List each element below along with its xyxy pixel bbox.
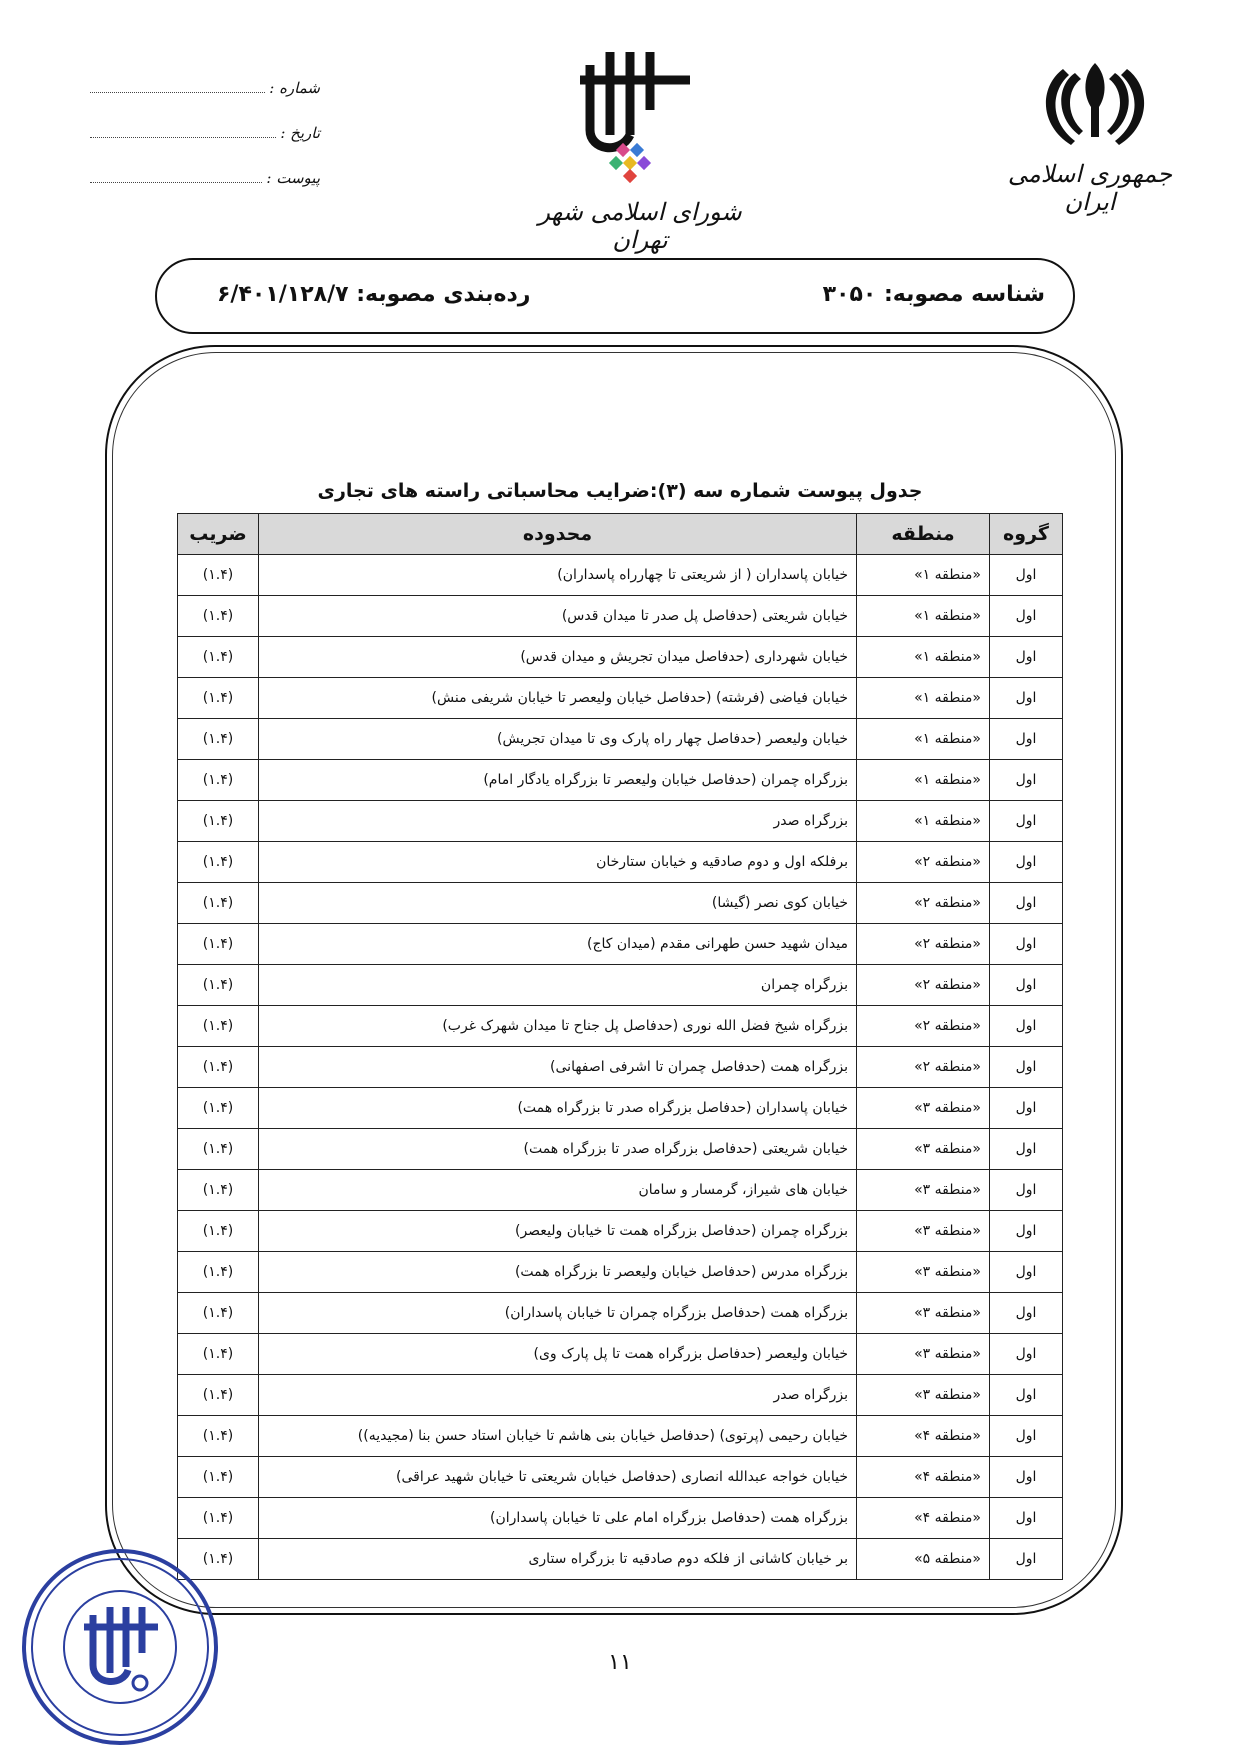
cell-coefficient: (۱.۴) [178,760,259,801]
table-row [178,719,1063,760]
cell-group: اول [990,1047,1063,1088]
cell-coefficient: (۱.۴) [178,965,259,1006]
coefficients-table [177,513,1063,1580]
council-name: شورای اسلامی شهر تهران [538,198,742,254]
cell-group: اول [990,1252,1063,1293]
cell-coefficient: (۱.۴) [178,596,259,637]
cell-group: اول [990,637,1063,678]
cell-group: اول [990,1375,1063,1416]
cell-area: بزرگراه چمران [259,965,857,1006]
council-seal-icon [18,1545,223,1750]
cell-area: بزرگراه مدرس (حدفاصل خیابان ولیعصر تا بزرگراه همت) [259,1252,857,1293]
cell-region: «منطقه ۳» [857,1375,990,1416]
cell-area: خیابان شریعتی (حدفاصل پل صدر تا میدان قدس) [259,596,857,637]
resolution-info-bar [155,258,1075,334]
cell-region: «منطقه ۳» [857,1170,990,1211]
cell-coefficient: (۱.۴) [178,1211,259,1252]
cell-region: «منطقه ۴» [857,1498,990,1539]
cell-coefficient: (۱.۴) [178,1170,259,1211]
cell-region: «منطقه ۲» [857,1006,990,1047]
attachment-label: پیوست : [266,169,320,187]
cell-group: اول [990,883,1063,924]
cell-coefficient: (۱.۴) [178,637,259,678]
cell-group: اول [990,1539,1063,1580]
cell-group: اول [990,1006,1063,1047]
cell-group: اول [990,1170,1063,1211]
table-row [178,1375,1063,1416]
cell-coefficient: (۱.۴) [178,1252,259,1293]
table-row [178,1539,1063,1580]
table-row [178,842,1063,883]
cell-area: خیابان کوی نصر (گیشا) [259,883,857,924]
cell-group: اول [990,1416,1063,1457]
cell-area: خیابان ولیعصر (حدفاصل چهار راه پارک وی تا میدان تجریش) [259,719,857,760]
date-label: تاریخ : [280,124,320,142]
cell-region: «منطقه ۳» [857,1252,990,1293]
cell-coefficient: (۱.۴) [178,1416,259,1457]
resolution-id: شناسه مصوبه: ۳۰۵۰ [822,282,1045,307]
header-region: منطقه [857,514,990,555]
cell-area: خیابان پاسداران ( از شریعتی تا چهارراه پاسداران) [259,555,857,596]
cell-region: «منطقه ۲» [857,924,990,965]
cell-group: اول [990,596,1063,637]
date-field [90,120,320,142]
number-field [90,75,320,97]
cell-region: «منطقه ۱» [857,637,990,678]
country-name: جمهوری اسلامی ایران [1007,160,1173,216]
resolution-classification: رده‌بندی مصوبه: ۶/۴۰۱/۱۲۸/۷ [217,282,531,307]
cell-group: اول [990,842,1063,883]
cell-area: خیابان شریعتی (حدفاصل بزرگراه صدر تا بزرگراه همت) [259,1129,857,1170]
cell-coefficient: (۱.۴) [178,555,259,596]
cell-coefficient: (۱.۴) [178,1088,259,1129]
cell-area: خیابان ولیعصر (حدفاصل بزرگراه همت تا پل پارک وی) [259,1334,857,1375]
attachment-field [90,165,320,187]
table-row [178,637,1063,678]
table-row [178,1416,1063,1457]
cell-group: اول [990,965,1063,1006]
table-row [178,801,1063,842]
cell-area: بزرگراه همت (حدفاصل چمران تا اشرفی اصفهانی) [259,1047,857,1088]
iran-emblem-icon [1035,55,1155,150]
cell-area: بزرگراه همت (حدفاصل بزرگراه چمران تا خیابان پاسداران) [259,1293,857,1334]
header-group: گروه [990,514,1063,555]
page-number: ۱۱ [608,1650,632,1675]
cell-area: خیابان رحیمی (پرتوی) (حدفاصل خیابان بنی هاشم تا خیابان استاد حسن بنا (مجیدیه)) [259,1416,857,1457]
cell-region: «منطقه ۳» [857,1334,990,1375]
table-header-row [178,514,1063,555]
table-row [178,1293,1063,1334]
cell-coefficient: (۱.۴) [178,883,259,924]
header-coefficient: ضریب [178,514,259,555]
table-row [178,760,1063,801]
cell-group: اول [990,1129,1063,1170]
cell-group: اول [990,678,1063,719]
cell-area: خیابان خواجه عبدالله انصاری (حدفاصل خیابان شریعتی تا خیابان شهید عراقی) [259,1457,857,1498]
cell-area: بزرگراه صدر [259,801,857,842]
cell-region: «منطقه ۴» [857,1457,990,1498]
table-row [178,924,1063,965]
table-row [178,1129,1063,1170]
cell-area: خیابان شهرداری (حدفاصل میدان تجریش و میدان قدس) [259,637,857,678]
cell-region: «منطقه ۵» [857,1539,990,1580]
cell-coefficient: (۱.۴) [178,678,259,719]
cell-group: اول [990,924,1063,965]
cell-coefficient: (۱.۴) [178,1047,259,1088]
table-row [178,1334,1063,1375]
cell-group: اول [990,801,1063,842]
cell-region: «منطقه ۲» [857,883,990,924]
attachment-dotted-line [90,182,262,183]
table-row [178,678,1063,719]
cell-coefficient: (۱.۴) [178,1006,259,1047]
cell-region: «منطقه ۲» [857,1047,990,1088]
table-row [178,1457,1063,1498]
cell-region: «منطقه ۳» [857,1211,990,1252]
cell-coefficient: (۱.۴) [178,1375,259,1416]
table-row [178,1211,1063,1252]
table-row [178,965,1063,1006]
table-row [178,1047,1063,1088]
cell-coefficient: (۱.۴) [178,1129,259,1170]
cell-region: «منطقه ۲» [857,842,990,883]
cell-group: اول [990,760,1063,801]
cell-region: «منطقه ۱» [857,719,990,760]
cell-coefficient: (۱.۴) [178,924,259,965]
cell-area: بزرگراه چمران (حدفاصل خیابان ولیعصر تا بزرگراه یادگار امام) [259,760,857,801]
council-logo-icon [560,40,700,190]
cell-region: «منطقه ۲» [857,965,990,1006]
cell-group: اول [990,1088,1063,1129]
cell-region: «منطقه ۴» [857,1416,990,1457]
cell-region: «منطقه ۱» [857,555,990,596]
table-row [178,1170,1063,1211]
cell-area: خیابان های شیراز، گرمسار و سامان [259,1170,857,1211]
cell-coefficient: (۱.۴) [178,1334,259,1375]
cell-area: برفلکه اول و دوم صادقیه و خیابان ستارخان [259,842,857,883]
table-row [178,596,1063,637]
cell-region: «منطقه ۱» [857,760,990,801]
cell-group: اول [990,1334,1063,1375]
table-title: جدول پیوست شماره سه (۳):ضرایب محاسباتی راسته های تجاری [317,480,923,502]
cell-group: اول [990,1498,1063,1539]
number-label: شماره : [269,79,320,97]
table-body [178,555,1063,1580]
table-row [178,883,1063,924]
number-dotted-line [90,92,265,93]
cell-group: اول [990,1211,1063,1252]
cell-area: بزرگراه همت (حدفاصل بزرگراه امام علی تا خیابان پاسداران) [259,1498,857,1539]
cell-group: اول [990,719,1063,760]
cell-coefficient: (۱.۴) [178,719,259,760]
cell-coefficient: (۱.۴) [178,842,259,883]
cell-area: میدان شهید حسن طهرانی مقدم (میدان کاج) [259,924,857,965]
cell-region: «منطقه ۳» [857,1129,990,1170]
cell-area: بزرگراه صدر [259,1375,857,1416]
table-row [178,1006,1063,1047]
cell-coefficient: (۱.۴) [178,1293,259,1334]
cell-region: «منطقه ۱» [857,596,990,637]
table-row [178,555,1063,596]
cell-coefficient: (۱.۴) [178,1498,259,1539]
table-row [178,1252,1063,1293]
cell-coefficient: (۱.۴) [178,1539,259,1580]
cell-area: خیابان فیاضی (فرشته) (حدفاصل خیابان ولیعصر تا خیابان شریفی منش) [259,678,857,719]
table-row [178,1088,1063,1129]
cell-area: بزرگراه شیخ فضل الله نوری (حدفاصل پل جناح تا میدان شهرک غرب) [259,1006,857,1047]
cell-region: «منطقه ۱» [857,801,990,842]
cell-area: بزرگراه چمران (حدفاصل بزرگراه همت تا خیابان ولیعصر) [259,1211,857,1252]
cell-region: «منطقه ۱» [857,678,990,719]
cell-group: اول [990,555,1063,596]
cell-group: اول [990,1457,1063,1498]
cell-region: «منطقه ۳» [857,1088,990,1129]
cell-area: خیابان پاسداران (حدفاصل بزرگراه صدر تا بزرگراه همت) [259,1088,857,1129]
cell-coefficient: (۱.۴) [178,1457,259,1498]
cell-area: بر خیابان کاشانی از فلکه دوم صادقیه تا بزرگراه ستاری [259,1539,857,1580]
cell-coefficient: (۱.۴) [178,801,259,842]
cell-region: «منطقه ۳» [857,1293,990,1334]
header-area: محدوده [259,514,857,555]
table-row [178,1498,1063,1539]
cell-group: اول [990,1293,1063,1334]
date-dotted-line [90,137,276,138]
